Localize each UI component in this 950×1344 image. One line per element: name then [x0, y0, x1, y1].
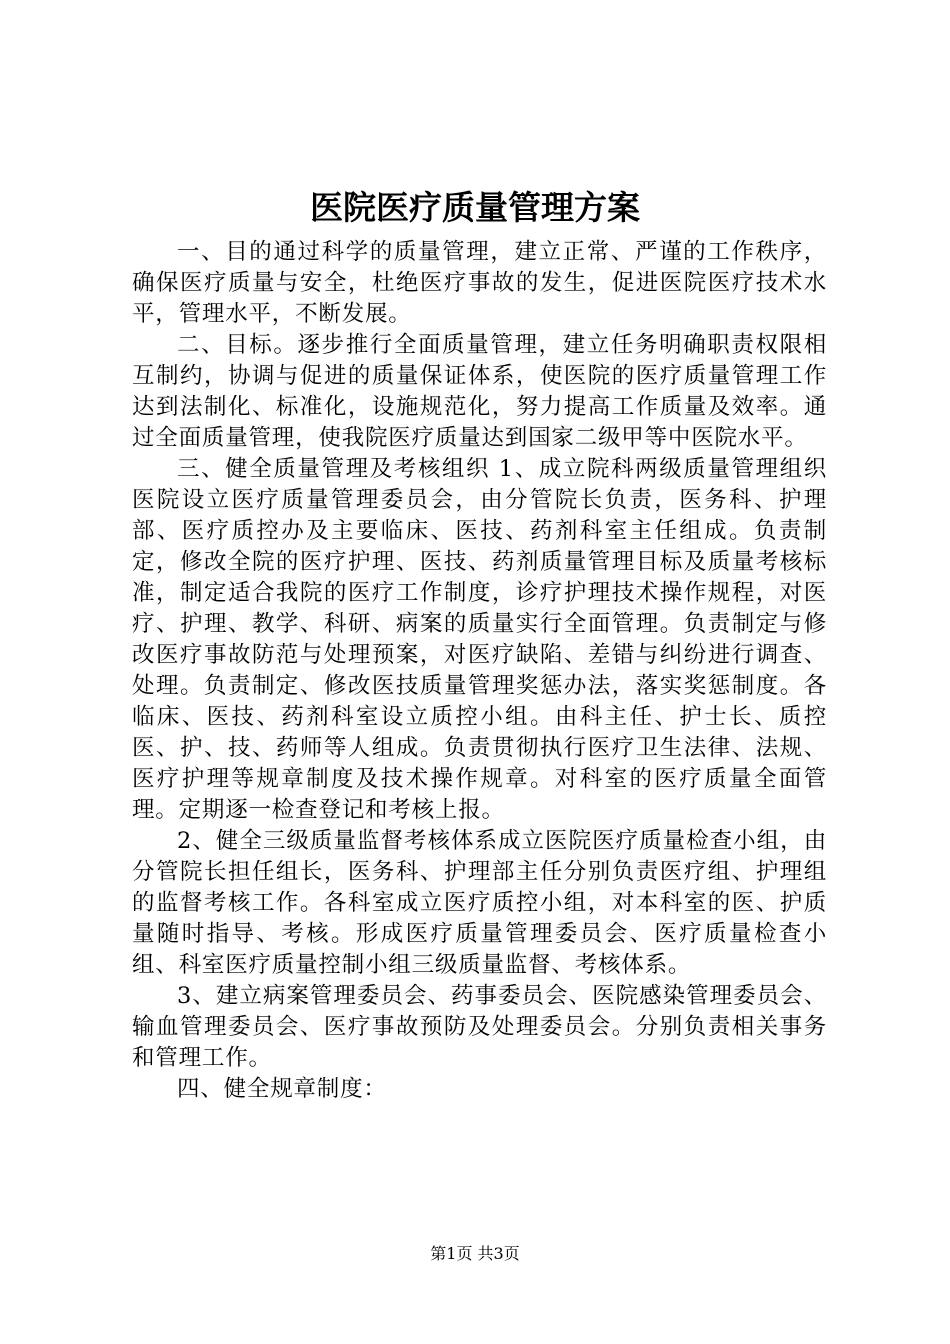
- paragraph-committees: 3、建立病案管理委员会、药事委员会、医院感染管理委员会、输血管理委员会、医疗事故预防及处理委员会。分别负责相关事务和管理工作。: [132, 983, 827, 1071]
- document-title: 医院医疗质量管理方案: [310, 188, 640, 227]
- document-body: [132, 237, 827, 1105]
- paragraph-organization: 三、健全质量管理及考核组织 1、成立院科两级质量管理组织医院设立医疗质量管理委员会，由分管院长负责，医务科、护理部、医疗质控办及主要临床、医技、药剂科室主任组成。负责制定，修改全院的医疗护理、医技、药剂质量管理目标及质量考核标准，制定适合我院的医疗工作制度，诊疗护理技术操作规程，对医疗、护理、教学、科研、病案的质量实行全面管理。负责制定与修改医疗事故防范与处理预案，对医疗缺陷、差错与纠纷进行调查、处理。负责制定、修改医技质量管理奖惩办法，落实奖惩制度。各临床、医技、药剂科室设立质控小组。由科主任、护士长、质控医、护、技、药师等人组成。负责贯彻执行医疗卫生法律、法规、医疗护理等规章制度及技术操作规章。对科室的医疗质量全面管理。定期逐一检查登记和考核上报。: [132, 456, 827, 823]
- paragraph-purpose: 一、目的通过科学的质量管理，建立正常、严谨的工作秩序，确保医疗质量与安全，杜绝医疗事故的发生，促进医院医疗技术水平，管理水平，不断发展。: [132, 239, 827, 327]
- paragraph-three-level-system: 2、健全三级质量监督考核体系成立医院医疗质量检查小组，由分管院长担任组长，医务科、护理部主任分别负责医疗组、护理组的监督考核工作。各科室成立医疗质控小组，对本科室的医、护质量随时指导、考核。形成医疗质量管理委员会、医疗质量检查小组、科室医疗质量控制小组三级质量监督、考核体系。: [132, 828, 827, 978]
- page-number-footer: 第1页 共3页: [430, 1244, 520, 1263]
- paragraph-goals: 二、目标。逐步推行全面质量管理，建立任务明确职责权限相互制约，协调与促进的质量保证体系，使医院的医疗质量管理工作达到法制化、标准化，设施规范化，努力提高工作质量及效率。通过全面质量管理，使我院医疗质量达到国家二级甲等中医院水平。: [132, 332, 827, 451]
- paragraph-regulations-heading: 四、健全规章制度：: [177, 1076, 387, 1102]
